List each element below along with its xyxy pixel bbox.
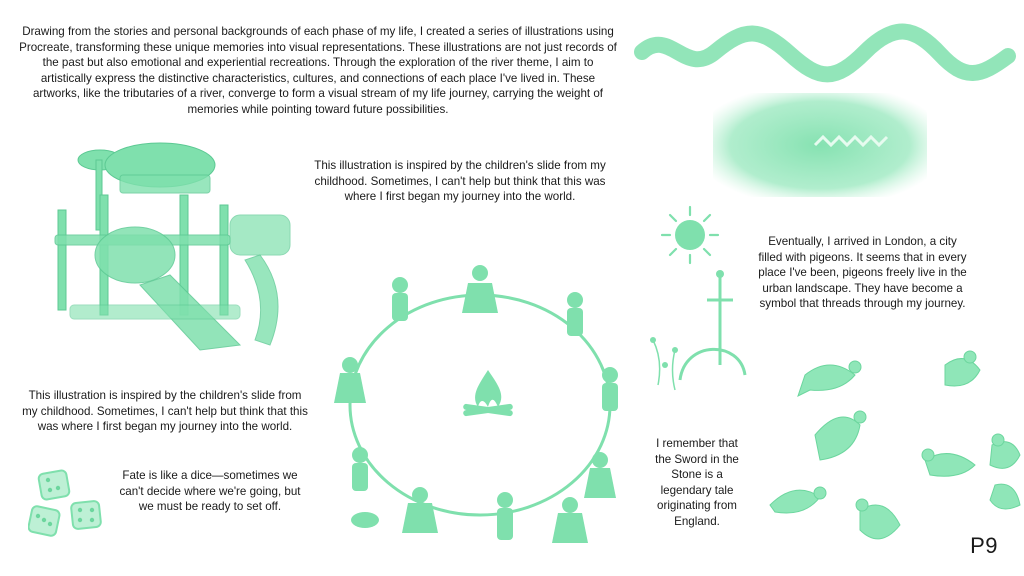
caption-sword: I remember that the Sword in the Stone is a legendary tale originating from England. xyxy=(655,437,739,528)
caption-london: Eventually, I arrived in London, a city filled with pigeons. It seems that in every place I've been, pigeons freely live in the urban landscape. They have become a symbol that threads through my journey. xyxy=(758,235,967,311)
caption-slide-bottom: This illustration is inspired by the children's slide from my childhood. Sometimes, I can't help but think that this was where I first began my journey into the world. xyxy=(22,389,308,434)
pigeons-illustration xyxy=(760,345,1024,565)
green-wave-brush xyxy=(630,22,1020,92)
dice-illustration xyxy=(28,468,108,540)
playground-slide-illustration xyxy=(40,135,310,360)
caption-slide-top: This illustration is inspired by the children's slide from my childhood. Sometimes, I can't help but think that this was where I first began my journey into the world. xyxy=(314,159,606,204)
green-texture-swatch xyxy=(705,85,935,205)
sun-icon xyxy=(660,205,720,265)
campfire-illustration xyxy=(458,365,518,420)
page-number: P9 xyxy=(970,533,998,558)
caption-dice: Fate is like a dice—sometimes we can't decide where we're going, but we must be ready to set off. xyxy=(119,469,301,514)
sword-in-stone-illustration xyxy=(645,270,755,400)
intro-paragraph: Drawing from the stories and personal backgrounds of each phase of my life, I created a series of illustrations using Procreate, transforming these unique memories into visual representations. These illustrations are not just records of the past but also emotional and experiential recreations. Through the exploration of the river theme, I aim to artistically express the distinctive characteristics, cultures, and connections of each place I've lived in. These artworks, like the tributaries of a river, converge to form a visual stream of my life journey, carrying the weight of memories while pointing toward future possibilities. xyxy=(19,25,617,116)
